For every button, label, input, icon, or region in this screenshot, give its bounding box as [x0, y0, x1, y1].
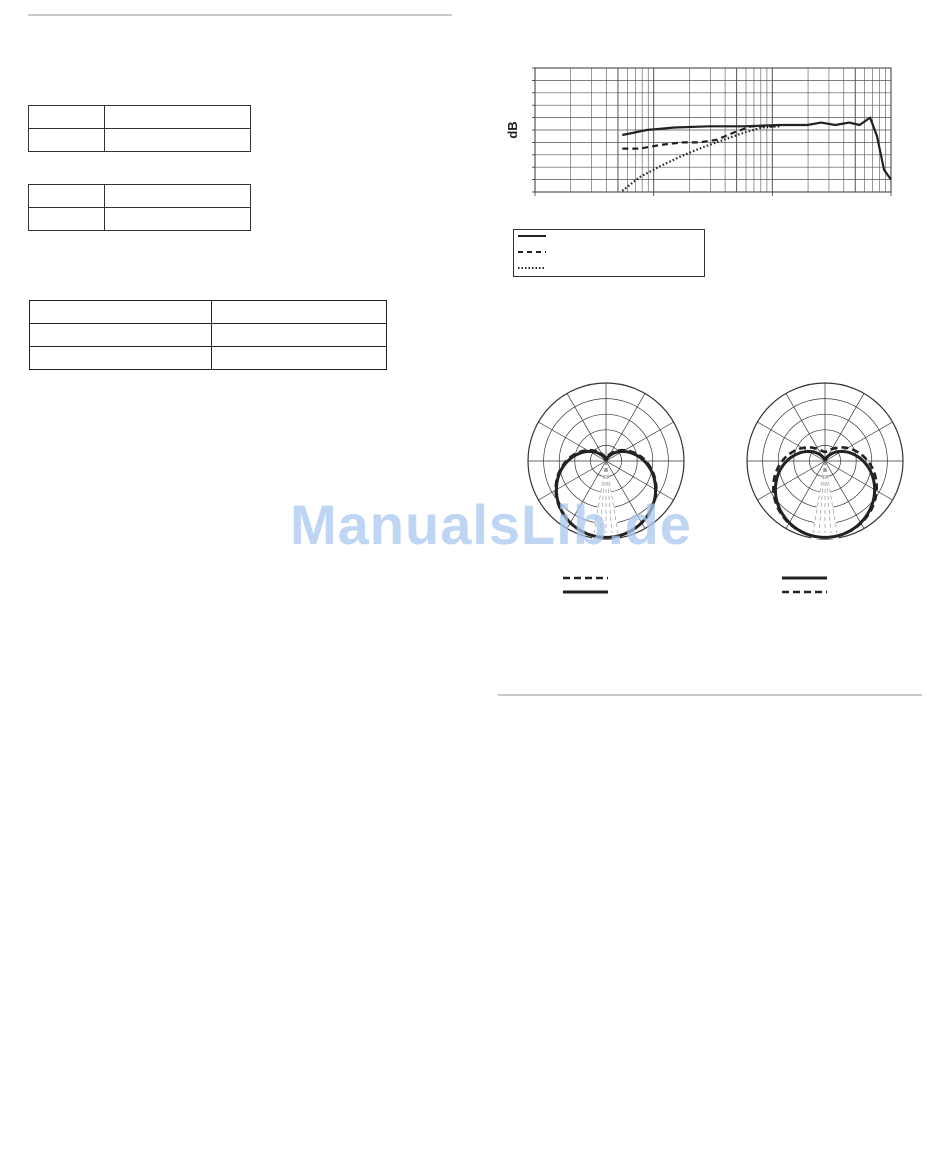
left-column-top-rule — [28, 14, 452, 16]
watermark: ManualsLib.de — [290, 493, 692, 556]
y-axis-label: dB — [505, 121, 520, 139]
polar-legend-right — [779, 572, 831, 598]
polar-spoke — [825, 422, 893, 461]
legend-line-samples — [514, 230, 554, 276]
spec-table-3 — [29, 300, 387, 370]
table-row — [29, 129, 251, 152]
table-row — [30, 324, 387, 347]
polar-spoke — [825, 461, 893, 500]
polar-spoke — [757, 461, 825, 500]
response-curve-dotted — [622, 126, 779, 191]
right-column-rule — [498, 694, 922, 696]
frequency-response-chart — [500, 60, 900, 205]
polar-spoke — [757, 422, 825, 461]
table-row — [29, 185, 251, 208]
table-row — [29, 208, 251, 231]
response-curve-solid — [622, 118, 891, 180]
table-row — [30, 347, 387, 370]
table-row — [30, 301, 387, 324]
frequency-response-legend — [513, 229, 705, 277]
polar-legend-left — [560, 572, 612, 598]
polar-pattern-right — [744, 379, 906, 544]
spec-table-1 — [28, 105, 251, 152]
frequency-response-grid — [532, 68, 891, 196]
spec-table-2 — [28, 184, 251, 231]
table-row — [29, 106, 251, 129]
